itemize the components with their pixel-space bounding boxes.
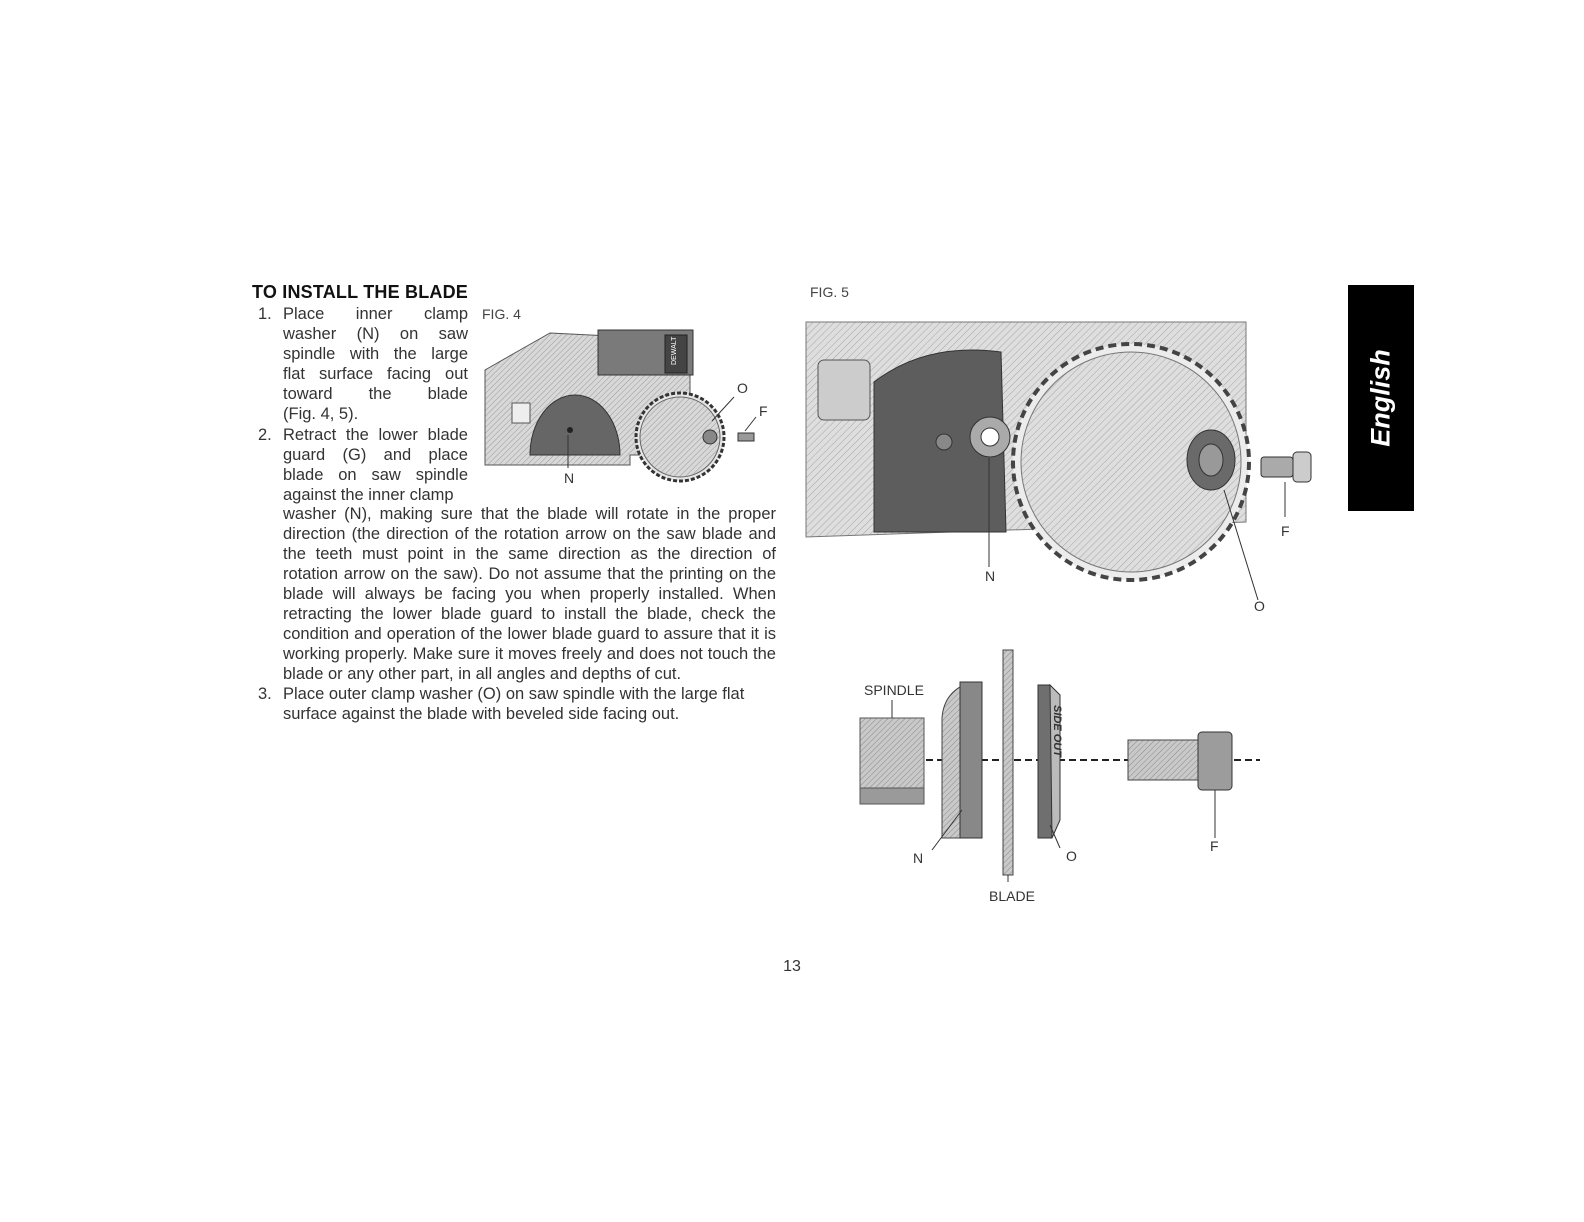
- section-heading: TO INSTALL THE BLADE: [252, 282, 469, 302]
- step-2-number: 2.: [258, 426, 272, 444]
- fig5-label: FIG. 5: [810, 284, 849, 300]
- fig5-callout-f: F: [1281, 523, 1290, 539]
- step-1-line: toward the blade: [283, 385, 468, 403]
- step-2-line: guard (G) and place: [283, 446, 468, 464]
- page-number: 13: [783, 958, 801, 975]
- step-1-line: flat surface facing out: [283, 365, 468, 383]
- fig4-illustration: [480, 325, 780, 505]
- language-tab: [1348, 285, 1414, 511]
- step-1-line: spindle with the large: [283, 345, 468, 363]
- exploded-label-f: F: [1210, 838, 1219, 854]
- step-1-line: washer (N) on saw: [283, 325, 468, 343]
- step-2-continuation: washer (N), making sure that the blade will rotate in the proper direction (the direction of the rotation arrow on the saw blade and the teeth must point in the same direction as the direction of rotation arrow on the saw). Do not assume that the printing on the blade will always be facing you when properly installed. When retracting the lower blade guard to install the blade, check the condition and operation of the lower blade guard to assure that it is working properly. Make sure it moves freely and does not touch the blade or any other part, in all angles and depths of cut.: [283, 505, 776, 683]
- step-1-line: (Fig. 4, 5).: [283, 405, 359, 423]
- step-2-text-narrow: [283, 425, 468, 505]
- step-1-text: [283, 304, 468, 424]
- fig4-callout-n: N: [564, 470, 575, 486]
- step-2-line: blade on saw spindle: [283, 466, 468, 484]
- fig4-brand-text: DEWALT: [671, 336, 678, 365]
- step-1-number: 1.: [258, 305, 272, 323]
- fig5-illustration: [806, 322, 1326, 632]
- exploded-label-spindle: SPINDLE: [864, 682, 924, 698]
- fig4-callout-o: O: [737, 380, 748, 396]
- language-tab-label: English: [1365, 349, 1396, 447]
- step-2-line: Retract the lower blade: [283, 426, 468, 444]
- step-1-line: Place inner clamp: [283, 305, 468, 323]
- exploded-label-n: N: [913, 850, 924, 866]
- washer-side-out-text: SIDE OUT: [1051, 705, 1063, 757]
- fig4-callout-f: F: [759, 403, 768, 419]
- step-3-number: 3.: [258, 685, 272, 703]
- step-3-text: Place outer clamp washer (O) on saw spindle with the large flat surface against the blade with beveled side facing out.: [283, 685, 745, 723]
- fig5-callout-o: O: [1254, 598, 1265, 614]
- fig5-callout-n: N: [985, 568, 996, 584]
- fig4-label: FIG. 4: [482, 306, 521, 322]
- exploded-label-o: O: [1066, 848, 1077, 864]
- exploded-label-blade: BLADE: [989, 888, 1035, 904]
- step-2-line: against the inner clamp: [283, 486, 454, 504]
